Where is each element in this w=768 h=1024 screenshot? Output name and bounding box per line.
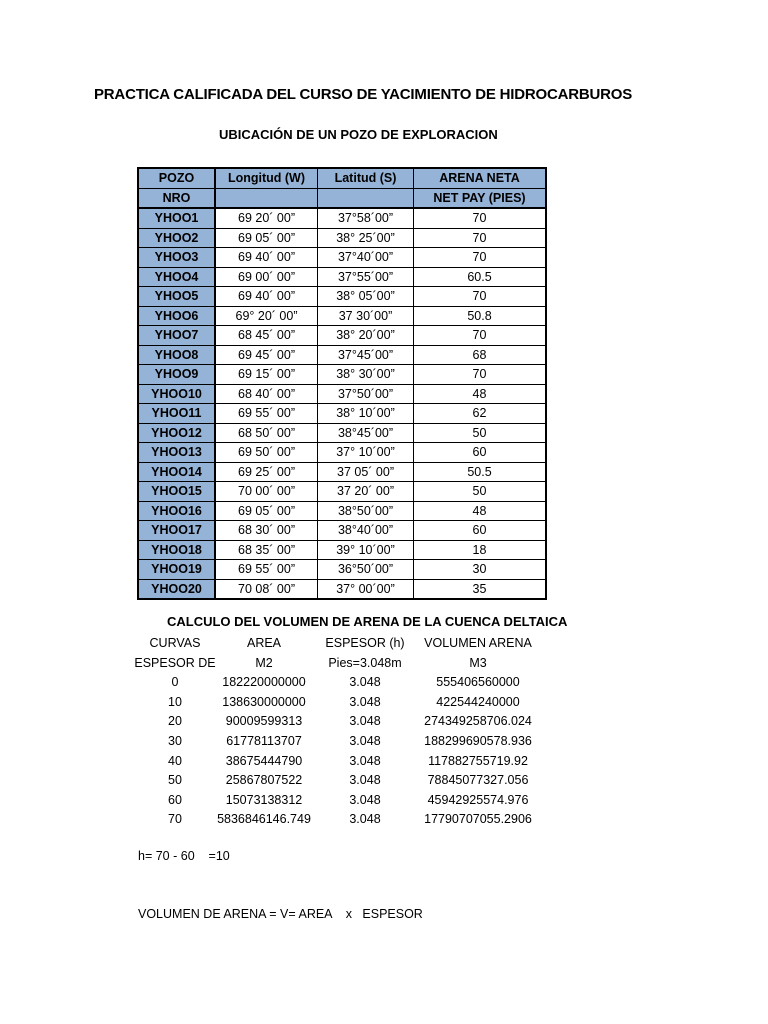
longitude-cell: 69 55´ 00”	[215, 404, 318, 424]
curve-cell: 50	[168, 773, 182, 788]
well-id-cell: YHOO1	[138, 208, 215, 228]
header-cell: NRO	[138, 188, 215, 208]
table-row	[138, 462, 546, 482]
well-id-cell: YHOO17	[138, 521, 215, 541]
well-id-cell: YHOO15	[138, 482, 215, 502]
net-pay-cell: 48	[414, 501, 547, 521]
area-cell: 138630000000	[222, 694, 306, 709]
thickness-cell: 3.048	[349, 675, 381, 690]
header-cell: Latitud (S)	[318, 168, 414, 188]
net-pay-cell: 60	[414, 521, 547, 541]
header-cell: NET PAY (PIES)	[414, 188, 547, 208]
thickness-cell: 3.048	[349, 773, 381, 788]
thickness-cell: 3.048	[349, 694, 381, 709]
volume-cell: 188299690578.936	[424, 733, 532, 748]
net-pay-cell: 62	[414, 404, 547, 424]
table-row	[138, 540, 546, 560]
header-cell: POZO	[138, 168, 215, 188]
volume-header-cell: Pies=3.048m	[328, 655, 402, 670]
longitude-cell: 69 55´ 00”	[215, 560, 318, 580]
wells-table	[137, 167, 547, 600]
longitude-cell: 68 45´ 00”	[215, 326, 318, 346]
curve-cell: 60	[168, 792, 182, 807]
longitude-cell: 69 50´ 00”	[215, 443, 318, 463]
area-cell: 61778113707	[226, 733, 302, 748]
table-row	[138, 521, 546, 541]
volume-row	[0, 712, 768, 732]
longitude-cell: 68 35´ 00”	[215, 540, 318, 560]
curve-cell: 10	[168, 694, 182, 709]
table-row	[138, 560, 546, 580]
volume-header-cell: AREA	[246, 636, 282, 650]
latitude-cell: 37°55´00”	[318, 267, 414, 287]
thickness-cell: 3.048	[349, 812, 381, 827]
well-id-cell: YHOO5	[138, 287, 215, 307]
area-cell: 182220000000	[222, 675, 306, 690]
volume-row	[0, 673, 768, 693]
table-row	[138, 384, 546, 404]
longitude-cell: 69 05´ 00”	[215, 228, 318, 248]
curve-cell: 40	[168, 753, 182, 768]
net-pay-cell: 70	[414, 287, 547, 307]
latitude-cell: 38°40´00”	[318, 521, 414, 541]
net-pay-cell: 30	[414, 560, 547, 580]
latitude-cell: 37 05´ 00”	[318, 462, 414, 482]
table-row	[138, 287, 546, 307]
table-row	[138, 267, 546, 287]
volume-cell: 17790707055.2906	[424, 812, 532, 827]
net-pay-cell: 70	[414, 228, 547, 248]
latitude-cell: 38° 30´00”	[318, 365, 414, 385]
volume-cell: 555406560000	[436, 675, 520, 690]
well-id-cell: YHOO18	[138, 540, 215, 560]
volume-header-cell: ESPESOR (h)	[325, 636, 405, 650]
well-id-cell: YHOO6	[138, 306, 215, 326]
table-row	[138, 501, 546, 521]
net-pay-cell: 50	[414, 482, 547, 502]
well-id-cell: YHOO11	[138, 404, 215, 424]
table-row	[138, 306, 546, 326]
thickness-formula: h= 70 - 60 =10	[138, 849, 230, 863]
header-cell	[215, 188, 318, 208]
net-pay-cell: 50.8	[414, 306, 547, 326]
well-id-cell: YHOO8	[138, 345, 215, 365]
net-pay-cell: 60	[414, 443, 547, 463]
header-cell: Longitud (W)	[215, 168, 318, 188]
table-row	[138, 326, 546, 346]
longitude-cell: 69 40´ 00”	[215, 248, 318, 268]
volume-calc-table	[0, 634, 768, 830]
volume-cell: 117882755719.92	[428, 753, 528, 768]
volume-header-row	[0, 634, 768, 654]
table-row	[138, 579, 546, 599]
volume-cell: 274349258706.024	[424, 714, 532, 729]
curve-cell: 20	[168, 714, 182, 729]
net-pay-cell: 50	[414, 423, 547, 443]
latitude-cell: 38°45´00”	[318, 423, 414, 443]
latitude-cell: 37°50´00”	[318, 384, 414, 404]
curve-cell: 70	[168, 812, 182, 827]
latitude-cell: 37°45´00”	[318, 345, 414, 365]
area-cell: 90009599313	[225, 714, 303, 729]
volume-header-cell: M2	[255, 655, 273, 670]
latitude-cell: 37° 10´00”	[318, 443, 414, 463]
thickness-cell: 3.048	[349, 714, 381, 729]
longitude-cell: 69 05´ 00”	[215, 501, 318, 521]
latitude-cell: 38° 20´00”	[318, 326, 414, 346]
table-row	[138, 208, 546, 228]
net-pay-cell: 70	[414, 208, 547, 228]
well-id-cell: YHOO16	[138, 501, 215, 521]
net-pay-cell: 18	[414, 540, 547, 560]
longitude-cell: 70 08´ 00”	[215, 579, 318, 599]
longitude-cell: 69° 20´ 00”	[215, 306, 318, 326]
table-row	[138, 423, 546, 443]
latitude-cell: 37° 00´00”	[318, 579, 414, 599]
table-header-row	[138, 168, 546, 188]
volume-header-row	[0, 654, 768, 674]
net-pay-cell: 48	[414, 384, 547, 404]
net-pay-cell: 68	[414, 345, 547, 365]
longitude-cell: 68 30´ 00”	[215, 521, 318, 541]
well-id-cell: YHOO19	[138, 560, 215, 580]
section-subtitle: UBICACIÓN DE UN POZO DE EXPLORACION	[219, 127, 498, 142]
well-id-cell: YHOO7	[138, 326, 215, 346]
longitude-cell: 69 40´ 00”	[215, 287, 318, 307]
area-cell: 5836846146.749	[217, 812, 311, 827]
well-id-cell: YHOO3	[138, 248, 215, 268]
volume-cell: 45942925574.976	[427, 792, 529, 807]
latitude-cell: 37°58´00”	[318, 208, 414, 228]
table-row	[138, 345, 546, 365]
volume-row	[0, 693, 768, 713]
net-pay-cell: 60.5	[414, 267, 547, 287]
thickness-cell: 3.048	[349, 733, 381, 748]
area-cell: 38675444790	[225, 753, 303, 768]
thickness-cell: 3.048	[349, 753, 381, 768]
net-pay-cell: 70	[414, 326, 547, 346]
latitude-cell: 38° 05´00”	[318, 287, 414, 307]
well-id-cell: YHOO20	[138, 579, 215, 599]
table-row	[138, 443, 546, 463]
header-cell	[318, 188, 414, 208]
longitude-cell: 69 25´ 00”	[215, 462, 318, 482]
area-cell: 15073138312	[225, 792, 303, 807]
latitude-cell: 38° 25´00”	[318, 228, 414, 248]
longitude-cell: 69 45´ 00”	[215, 345, 318, 365]
volume-row	[0, 752, 768, 772]
volume-cell: 78845077327.056	[427, 773, 529, 788]
well-id-cell: YHOO12	[138, 423, 215, 443]
volume-header-cell: CURVAS	[149, 636, 201, 650]
longitude-cell: 69 00´ 00”	[215, 267, 318, 287]
latitude-cell: 37°40´00”	[318, 248, 414, 268]
volume-cell: 422544240000	[436, 694, 520, 709]
table-row	[138, 248, 546, 268]
latitude-cell: 38° 10´00”	[318, 404, 414, 424]
page-title: PRACTICA CALIFICADA DEL CURSO DE YACIMIENTO DE HIDROCARBUROS	[94, 86, 633, 103]
longitude-cell: 70 00´ 00”	[215, 482, 318, 502]
net-pay-cell: 70	[414, 365, 547, 385]
volume-formula: VOLUMEN DE ARENA = V= AREA x ESPESOR	[138, 907, 423, 921]
well-id-cell: YHOO13	[138, 443, 215, 463]
well-id-cell: YHOO4	[138, 267, 215, 287]
net-pay-cell: 70	[414, 248, 547, 268]
table-row	[138, 482, 546, 502]
well-id-cell: YHOO10	[138, 384, 215, 404]
latitude-cell: 37 30´00”	[318, 306, 414, 326]
net-pay-cell: 50.5	[414, 462, 547, 482]
table-row	[138, 228, 546, 248]
curve-cell: 30	[168, 733, 182, 748]
well-id-cell: YHOO9	[138, 365, 215, 385]
volume-header-cell: M3	[469, 655, 487, 670]
volume-header-cell: VOLUMEN ARENA	[424, 636, 532, 650]
latitude-cell: 36°50´00”	[318, 560, 414, 580]
area-cell: 25867807522	[225, 773, 303, 788]
well-id-cell: YHOO14	[138, 462, 215, 482]
net-pay-cell: 35	[414, 579, 547, 599]
longitude-cell: 69 20´ 00”	[215, 208, 318, 228]
latitude-cell: 39° 10´00”	[318, 540, 414, 560]
longitude-cell: 68 50´ 00”	[215, 423, 318, 443]
header-cell: ARENA NETA	[414, 168, 547, 188]
volume-row	[0, 791, 768, 811]
volume-row	[0, 771, 768, 791]
thickness-cell: 3.048	[349, 792, 381, 807]
curve-cell: 0	[171, 675, 179, 690]
longitude-cell: 68 40´ 00”	[215, 384, 318, 404]
volume-row	[0, 732, 768, 752]
table-row	[138, 365, 546, 385]
volume-row	[0, 810, 768, 830]
volume-calc-title: CALCULO DEL VOLUMEN DE ARENA DE LA CUENCA DELTAICA	[167, 614, 568, 629]
longitude-cell: 69 15´ 00”	[215, 365, 318, 385]
latitude-cell: 37 20´ 00”	[318, 482, 414, 502]
table-row	[138, 404, 546, 424]
latitude-cell: 38°50´00”	[318, 501, 414, 521]
volume-header-cell: ESPESOR DE	[134, 655, 216, 670]
table-header-row	[138, 188, 546, 208]
well-id-cell: YHOO2	[138, 228, 215, 248]
